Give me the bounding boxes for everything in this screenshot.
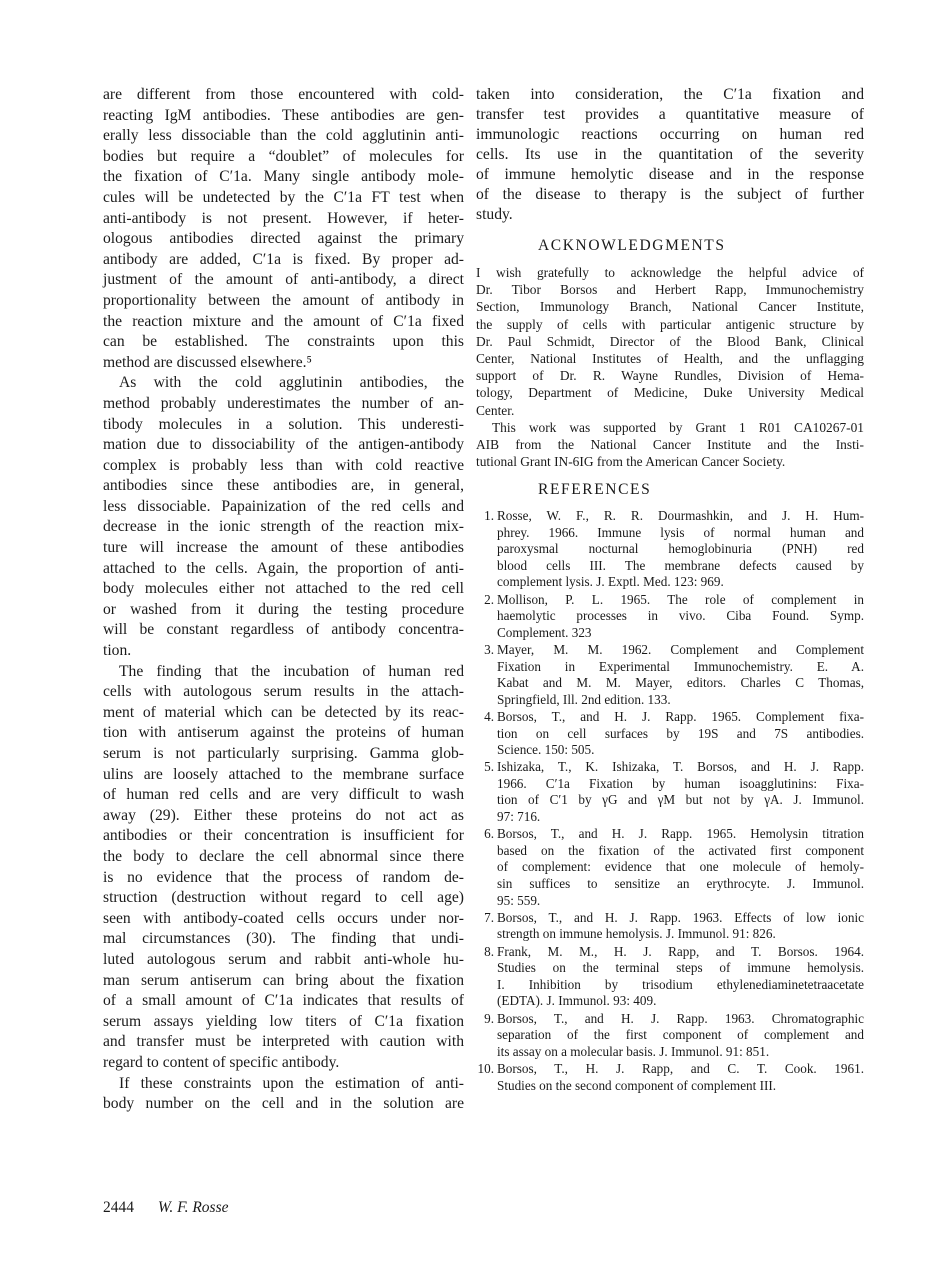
reference-number: 6. bbox=[484, 826, 494, 842]
reference-item bbox=[480, 944, 864, 1010]
paragraph bbox=[476, 419, 864, 471]
reference-line: complement lysis. J. Exptl. Med. 123: 969. bbox=[497, 574, 724, 590]
text-line: Center. bbox=[476, 402, 515, 418]
text-line: will be constant regardless of antibody concentra- bbox=[103, 621, 464, 639]
text-line: away (29). Either these proteins do not act as bbox=[103, 806, 464, 824]
text-line: and transfer must be interpreted with caution with bbox=[103, 1033, 464, 1051]
text-line: transfer test provides a quantitative measure of bbox=[476, 106, 864, 123]
text-line: tology, Department of Medicine, Duke University Medical bbox=[476, 385, 864, 401]
reference-line: of complement: evidence that one molecule of hemoly- bbox=[497, 859, 864, 875]
text-line: regard to content of specific antibody. bbox=[103, 1053, 340, 1071]
text-line: cules will be undetected by the C′1a FT test when bbox=[103, 188, 464, 206]
text-line: the body to declare the cell abnormal since there bbox=[103, 847, 464, 865]
text-line: ment of material which can be detected by its reac- bbox=[103, 703, 464, 721]
text-line: seen with antibody-coated cells occurs under nor- bbox=[103, 909, 464, 927]
reference-line: Frank, M. M., H. J. Rapp, and T. Borsos. 1964. bbox=[497, 943, 864, 959]
reference-line: Mayer, M. M. 1962. Complement and Complement bbox=[497, 641, 864, 657]
reference-line: Borsos, T., and H. J. Rapp. 1963. Effects of low ionic bbox=[497, 909, 864, 925]
reference-line: blood cells III. The membrane defects caused by bbox=[497, 557, 864, 573]
text-line: tion with antiserum against the proteins of human bbox=[103, 724, 464, 742]
reference-number: 5. bbox=[484, 759, 494, 775]
reference-line: Studies on the second component of complement III. bbox=[497, 1077, 777, 1093]
references-heading: REFERENCES bbox=[538, 481, 652, 498]
paragraph bbox=[103, 373, 464, 661]
reference-line: sin suffices to sensitize an erythrocyte. J. Immunol. bbox=[497, 876, 864, 892]
text-line: tion. bbox=[103, 642, 132, 660]
text-line: can be established. The constraints upon this bbox=[103, 333, 464, 351]
text-line: is no evidence that the process of random de- bbox=[103, 868, 464, 886]
paragraph bbox=[476, 85, 864, 225]
reference-line: 97: 716. bbox=[497, 809, 541, 825]
text-line: antibodies since these antibodies are, in general, bbox=[103, 477, 464, 495]
text-line: erally less dissociable than the cold agglutinin anti- bbox=[103, 127, 464, 145]
reference-number: 7. bbox=[484, 909, 494, 925]
page-number: 2444 bbox=[103, 1199, 134, 1216]
left-column-body-text bbox=[103, 85, 464, 1115]
reference-item bbox=[480, 709, 864, 759]
reference-line: Rosse, W. F., R. R. Dourmashkin, and J. H. Hum- bbox=[497, 508, 864, 523]
paragraph bbox=[103, 1074, 464, 1115]
text-line: ulins are loosely attached to the membrane surface bbox=[103, 765, 464, 783]
text-line: method are discussed elsewhere.⁵ bbox=[103, 353, 312, 371]
reference-line: I. Inhibition by trisodium ethylenediaminetetraacetate bbox=[497, 976, 864, 992]
reference-number: 10. bbox=[477, 1060, 494, 1076]
text-line: The finding that the incubation of human red bbox=[119, 662, 464, 680]
text-line: antibodies or their concentration is insufficient for bbox=[103, 827, 464, 845]
reference-number: 1. bbox=[484, 508, 494, 523]
reference-line: Kabat and M. M. Mayer, editors. Charles C Thomas, bbox=[497, 675, 864, 691]
text-line: ologous antibodies directed against the primary bbox=[103, 230, 464, 248]
running-author: W. F. Rosse bbox=[157, 1199, 229, 1216]
text-line: tibody molecules in a solution. This underesti- bbox=[103, 415, 464, 433]
text-line: decrease in the ionic strength of the reaction mix- bbox=[103, 518, 464, 536]
text-line: luted autologous serum and rabbit anti-whole hu- bbox=[103, 950, 464, 968]
text-line: Section, Immunology Branch, National Cancer Institute, bbox=[476, 299, 864, 315]
reference-line: 95: 559. bbox=[497, 892, 541, 908]
text-line: justment of the amount of anti-antibody, a direct bbox=[103, 271, 464, 289]
text-line: mation due to dissociability of the antigen-antibody bbox=[103, 436, 464, 454]
reference-line: Ishizaka, T., K. Ishizaka, T. Borsos, and H. J. Rapp. bbox=[497, 759, 864, 775]
reference-line: paroxysmal nocturnal hemoglobinuria (PNH) red bbox=[497, 541, 864, 557]
text-line: are different from those encountered with cold- bbox=[103, 86, 464, 103]
paragraph bbox=[103, 662, 464, 1074]
reference-line: Springfield, Ill. 2nd edition. 133. bbox=[497, 691, 671, 707]
reference-number: 9. bbox=[484, 1010, 494, 1026]
reference-item bbox=[480, 759, 864, 825]
text-line: I wish gratefully to acknowledge the helpful advice of bbox=[476, 265, 864, 280]
text-line: support of Dr. R. Wayne Rundles, Division of Hema- bbox=[476, 368, 864, 384]
reference-line: Borsos, T., and H. J. Rapp. 1965. Hemolysin titration bbox=[497, 826, 864, 842]
text-line: method probably underestimates the number of an- bbox=[103, 394, 464, 412]
reference-item bbox=[480, 826, 864, 909]
text-line: complex is probably less than with cold reactive bbox=[103, 456, 464, 474]
text-line: the supply of cells with particular antigenic structure by bbox=[476, 316, 864, 332]
text-line: ture will increase the amount of these antibodies bbox=[103, 539, 464, 557]
reference-line: (EDTA). J. Immunol. 93: 409. bbox=[497, 993, 657, 1009]
reference-item bbox=[480, 642, 864, 708]
text-line: the reaction mixture and the amount of C′1a fixed bbox=[103, 312, 464, 330]
right-column-body-text bbox=[476, 85, 864, 225]
reference-item bbox=[480, 592, 864, 642]
reference-item bbox=[480, 1011, 864, 1061]
text-line: of human red cells and are very difficult to wash bbox=[103, 786, 464, 804]
text-line: immunologic reactions occurring on human red bbox=[476, 126, 864, 143]
text-line: or washed from it during the testing procedure bbox=[103, 600, 464, 618]
text-line: body number on the cell and in the solution are bbox=[103, 1095, 464, 1113]
references-list bbox=[477, 508, 864, 1095]
paragraph bbox=[103, 85, 464, 373]
reference-line: Borsos, T., and H. J. Rapp. 1963. Chromatographic bbox=[497, 1010, 864, 1026]
text-line: the fixation of C′1a. Many single antibody mole- bbox=[103, 168, 464, 186]
text-line: study. bbox=[476, 206, 513, 223]
reference-line: strength on immune hemolysis. J. Immunol. 91: 826. bbox=[497, 926, 776, 942]
page-footer bbox=[103, 1199, 229, 1217]
reference-item bbox=[477, 1060, 864, 1094]
reference-line: its assay on a molecular basis. J. Immunol. 91: 851. bbox=[497, 1043, 770, 1059]
reference-number: 8. bbox=[484, 943, 494, 959]
text-line: bodies but require a “doublet” of molecules for bbox=[103, 147, 464, 165]
text-line: mal circumstances (30). The finding that undi- bbox=[103, 930, 464, 948]
text-line: less dissociable. Papainization of the red cells and bbox=[103, 497, 464, 515]
text-line: Center, National Institutes of Health, and the unflagging bbox=[476, 351, 864, 367]
text-line: man serum antiserum can bring about the fixation bbox=[103, 971, 464, 989]
text-line: This work was supported by Grant 1 R01 CA10267-01 bbox=[492, 419, 864, 435]
text-line: antibody are added, C′1a is fixed. By proper ad- bbox=[103, 250, 464, 268]
reference-line: Borsos, T., H. J. Rapp, and C. T. Cook. 1961. bbox=[497, 1060, 864, 1076]
text-line: taken into consideration, the C′1a fixation and bbox=[476, 86, 864, 103]
text-line: struction (destruction without regard to cell age) bbox=[103, 889, 464, 907]
reference-line: based on the fixation of the activated first component bbox=[497, 842, 864, 858]
text-line: of the disease to therapy is the subject of further bbox=[476, 186, 864, 203]
text-line: of immune hemolytic disease and in the response bbox=[476, 166, 864, 183]
reference-number: 3. bbox=[484, 641, 494, 657]
paragraph bbox=[476, 264, 864, 419]
acknowledgments-text bbox=[476, 264, 864, 470]
text-line: serum is not particularly surprising. Gamma glob- bbox=[103, 745, 464, 762]
reference-line: tion on cell surfaces by 19S and 7S antibodies. bbox=[497, 725, 864, 741]
text-line: tutional Grant IN-6IG from the American Cancer Society. bbox=[476, 454, 786, 470]
reference-line: Complement. 323 bbox=[497, 624, 592, 640]
text-line: body molecules either not attached to the red cell bbox=[103, 580, 464, 598]
text-line: As with the cold agglutinin antibodies, the bbox=[119, 374, 464, 392]
text-line: proportionality between the amount of antibody in bbox=[103, 291, 464, 309]
text-line: Dr. Tibor Borsos and Herbert Rapp, Immunochemistry bbox=[476, 282, 864, 298]
text-line: attached to the cells. Again, the proportion of anti- bbox=[103, 559, 464, 577]
reference-line: Fixation in Experimental Immunochemistry. E. A. bbox=[497, 658, 864, 674]
reference-item bbox=[480, 910, 864, 943]
reference-line: 1966. C′1a Fixation by human isoagglutinins: Fixa- bbox=[497, 775, 864, 791]
reference-line: haemolytic processes in vivo. Ciba Found. Symp. bbox=[497, 608, 864, 624]
reference-line: Science. 150: 505. bbox=[497, 742, 595, 758]
text-line: of a small amount of C′1a indicates that results of bbox=[103, 992, 464, 1010]
text-line: cells with autologous serum results in the attach- bbox=[103, 683, 464, 701]
reference-line: Borsos, T., and H. J. Rapp. 1965. Complement fixa- bbox=[497, 708, 864, 724]
acknowledgments-heading: ACKNOWLEDGMENTS bbox=[538, 237, 726, 254]
text-line: AIB from the National Cancer Institute and the Insti- bbox=[476, 437, 864, 453]
text-line: If these constraints upon the estimation of anti- bbox=[119, 1074, 464, 1092]
reference-number: 2. bbox=[484, 591, 494, 607]
text-line: reacting IgM antibodies. These antibodies are gen- bbox=[103, 106, 464, 124]
reference-line: tion of C′1 by γG and γM but not by γA. J. Immunol. bbox=[497, 792, 864, 808]
text-line: anti-antibody is not present. However, if heter- bbox=[103, 209, 464, 227]
text-line: serum assays yielding low titers of C′1a fixation bbox=[103, 1012, 464, 1030]
reference-line: Mollison, P. L. 1965. The role of complement in bbox=[497, 591, 864, 607]
text-line: cells. Its use in the quantitation of the severity bbox=[476, 146, 864, 163]
reference-line: Studies on the terminal steps of immune hemolysis. bbox=[497, 960, 864, 976]
reference-number: 4. bbox=[484, 708, 494, 724]
reference-line: separation of the first component of complement and bbox=[497, 1027, 864, 1043]
reference-item bbox=[480, 508, 864, 591]
reference-line: phrey. 1966. Immune lysis of normal human and bbox=[497, 524, 864, 540]
text-line: Dr. Paul Schmidt, Director of the Blood Bank, Clinical bbox=[476, 333, 864, 349]
